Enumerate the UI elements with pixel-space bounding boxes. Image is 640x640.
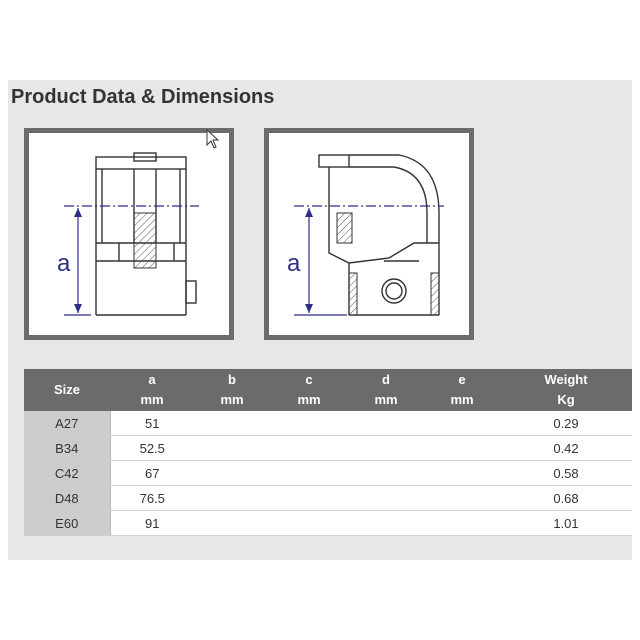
- cell-e: [424, 461, 500, 486]
- table-row: [24, 461, 632, 486]
- cell-c: [270, 436, 348, 461]
- cell-size: D48: [24, 486, 110, 511]
- cell-a: 76.5: [110, 486, 194, 511]
- cell-size: B34: [24, 436, 110, 461]
- cell-size: C42: [24, 461, 110, 486]
- front-view-fitting-drawing-icon: [269, 133, 469, 335]
- cell-weight: 1.01: [500, 511, 632, 536]
- cell-b: [194, 436, 270, 461]
- cell-b: [194, 461, 270, 486]
- cell-c: [270, 486, 348, 511]
- cell-b: [194, 411, 270, 436]
- cell-c: [270, 461, 348, 486]
- cell-c: [270, 411, 348, 436]
- cell-d: [348, 411, 424, 436]
- table-header-row: [24, 369, 632, 411]
- table-row: [24, 486, 632, 511]
- table-row: [24, 411, 632, 436]
- cell-weight: 0.58: [500, 461, 632, 486]
- mouse-pointer-icon: [206, 129, 222, 151]
- product-data-panel: [8, 80, 632, 560]
- header-size: Size: [24, 369, 110, 411]
- cell-size: A27: [24, 411, 110, 436]
- side-view-drawing: [24, 128, 234, 340]
- cell-a: 51: [110, 411, 194, 436]
- cell-d: [348, 486, 424, 511]
- header-d: d mm: [348, 369, 424, 411]
- cell-b: [194, 511, 270, 536]
- cell-d: [348, 436, 424, 461]
- cell-size: E60: [24, 511, 110, 536]
- header-b: b mm: [194, 369, 270, 411]
- cell-c: [270, 511, 348, 536]
- cell-e: [424, 411, 500, 436]
- cell-d: [348, 511, 424, 536]
- header-weight: Weight Kg: [500, 369, 632, 411]
- svg-text:a: a: [57, 250, 71, 277]
- cell-b: [194, 486, 270, 511]
- cell-e: [424, 436, 500, 461]
- front-view-drawing: [264, 128, 474, 340]
- cell-a: 91: [110, 511, 194, 536]
- section-title: Product Data & Dimensions: [11, 86, 275, 108]
- header-a: a mm: [110, 369, 194, 411]
- cell-weight: 0.42: [500, 436, 632, 461]
- dimensions-table: [24, 369, 632, 536]
- cell-d: [348, 461, 424, 486]
- header-c: c mm: [270, 369, 348, 411]
- cell-e: [424, 511, 500, 536]
- side-view-fitting-drawing-icon: [29, 133, 229, 335]
- cell-e: [424, 486, 500, 511]
- table-row: [24, 436, 632, 461]
- table-row: [24, 511, 632, 536]
- cell-a: 52.5: [110, 436, 194, 461]
- cell-a: 67: [110, 461, 194, 486]
- header-e: e mm: [424, 369, 500, 411]
- svg-text:a: a: [287, 250, 301, 277]
- cell-weight: 0.68: [500, 486, 632, 511]
- cell-weight: 0.29: [500, 411, 632, 436]
